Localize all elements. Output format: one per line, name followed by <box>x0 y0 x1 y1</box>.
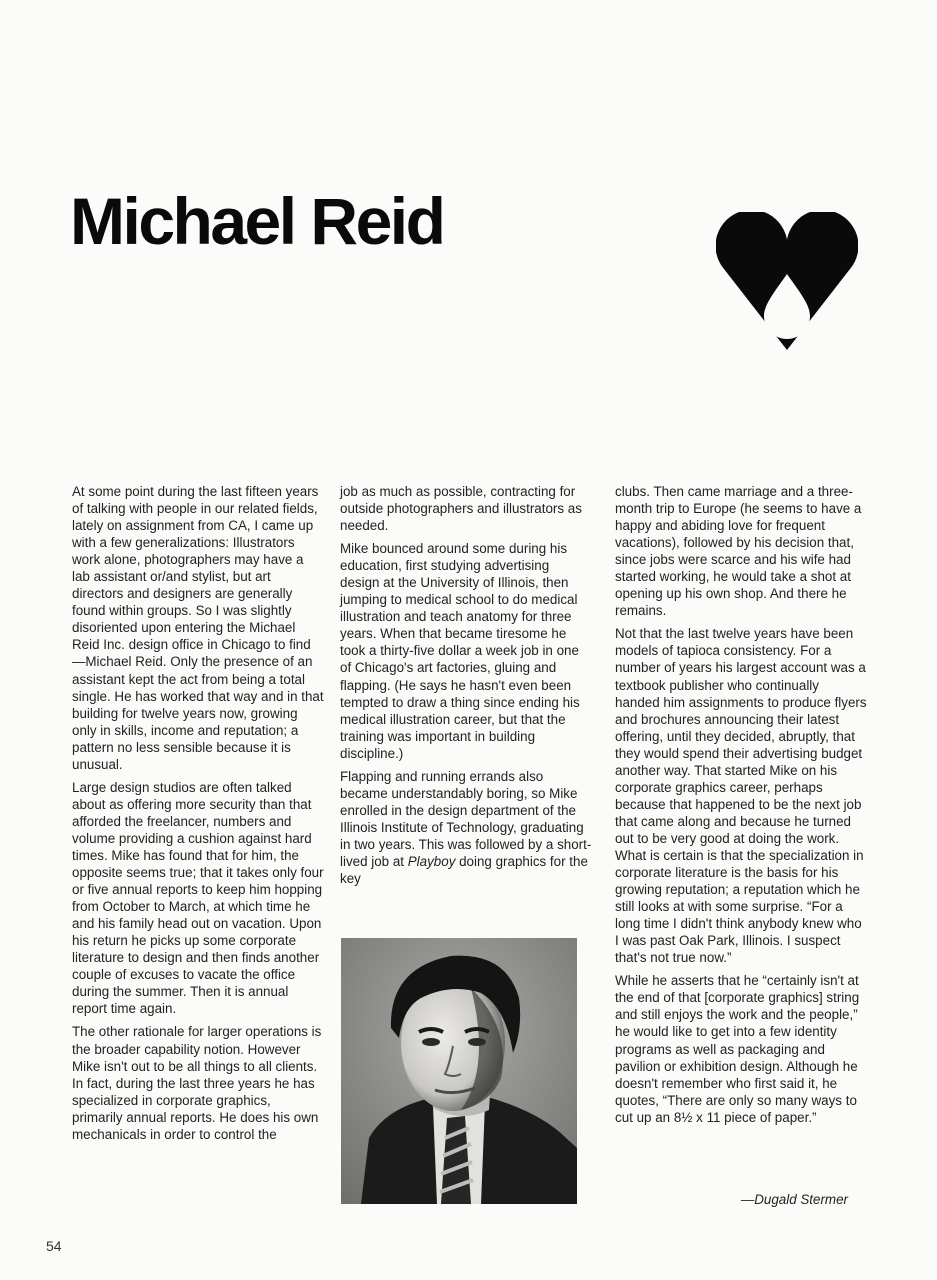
portrait-photo <box>341 938 577 1204</box>
article-column-3 <box>615 483 867 1132</box>
author-signature: —Dugald Stermer <box>740 1192 848 1207</box>
page-number: 54 <box>46 1238 62 1254</box>
paragraph <box>340 768 592 887</box>
paragraph: Not that the last twelve years have been models of tapioca consistency. For a number of years his largest account was a textbook publisher who continually handed him assignments to produce flyers and brochures announcing their latest offering, until they decided, abruptly, that they would spend their advertising budget another way. That started Mike on his corporate graphics career, perhaps because that happened to be the next job that came along and because he turned out to be very good at doing the work. What is certain is that the specialization in corporate literature is the basis for his growing reputation; a reputation which he still looks at with some surprise. “For a long time I didn't think anybody knew who I was past Oak Park, Illinois. I suspect that's not true now.” <box>615 626 867 966</box>
heart-drop-logo-icon <box>716 212 858 354</box>
paragraph: While he asserts that he “certainly isn't at the end of that [corporate graphics] string and still enjoys the work and the people,” he would like to get into a few identity programs as well as packaging and pavilion or exhibition design. Although he doesn't remember who first said it, he quotes, “There are only so many ways to cut up an 8½ x 11 piece of paper.” <box>615 973 860 1125</box>
paragraph: At some point during the last fifteen years of talking with people in our related fields, lately on assignment from CA, I came up with a few generalizations: Illustrators work alone, photographers may have a lab assistant or/and stylist, but art directors and designers are generally found within groups. So I was slightly disoriented upon entering the Michael Reid Inc. design office in Chicago to find—Michael Reid. Only the presence of an assistant kept the act from being a total single. He has worked that way and in that building for twelve years now, growing only in skills, income and reputation; a pattern no less sensible because it is unusual. <box>72 484 324 772</box>
text-run: Flapping and running errands also became understandably boring, so Mike enrolled in the design department of the Illinois Institute of Technology, graduating in two years. This was followed by a short-lived job at <box>340 768 592 869</box>
paragraph: Large design studios are often talked about as offering more security than that afforded the freelancer, numbers and volume providing a cushion against hard times. Mike has found that for him, the opposite seems true; that it takes only four or five annual reports to keep him hopping from October to March, at which time he and his family head out on vacation. Upon his return he picks up some corporate literature to design and then finds another couple of excuses to vacate the office during the summer. Then it is annual report time again. <box>72 779 324 1017</box>
article-title: Michael Reid <box>70 184 444 258</box>
article-column-2 <box>340 483 592 893</box>
paragraph: clubs. Then came marriage and a three-month trip to Europe (he seems to have a happy and abiding love for frequent vacations), followed by his decision that, since jobs were scarce and his wife had started working, he would take a shot at opening up his own shop. And there he remains. <box>615 484 862 619</box>
paragraph: Mike bounced around some during his education, first studying advertising design at the University of Illinois, then jumping to medical school to do medical illustration and teach anatomy for three years. When that became tiresome he took a thirty-five dollar a week job in one of Chicago's art factories, gluing and flapping. (He says he hasn't even been tempted to draw a thing since ending his medical illustration career, but that the training was important in building discipline.) <box>340 541 580 761</box>
publication-name: Playboy <box>407 853 456 869</box>
paragraph: job as much as possible, contracting for outside photographers and illustrators as needed. <box>340 484 582 534</box>
article-column-1 <box>72 483 324 1149</box>
paragraph: The other rationale for larger operations is the broader capability notion. However Mike isn't out to be all things to all clients. In fact, during the last three years he has specialized in corporate graphics, primarily annual reports. He does his own mechanicals in order to control the <box>72 1024 322 1142</box>
text-run: doing graphics for the key <box>340 853 588 887</box>
